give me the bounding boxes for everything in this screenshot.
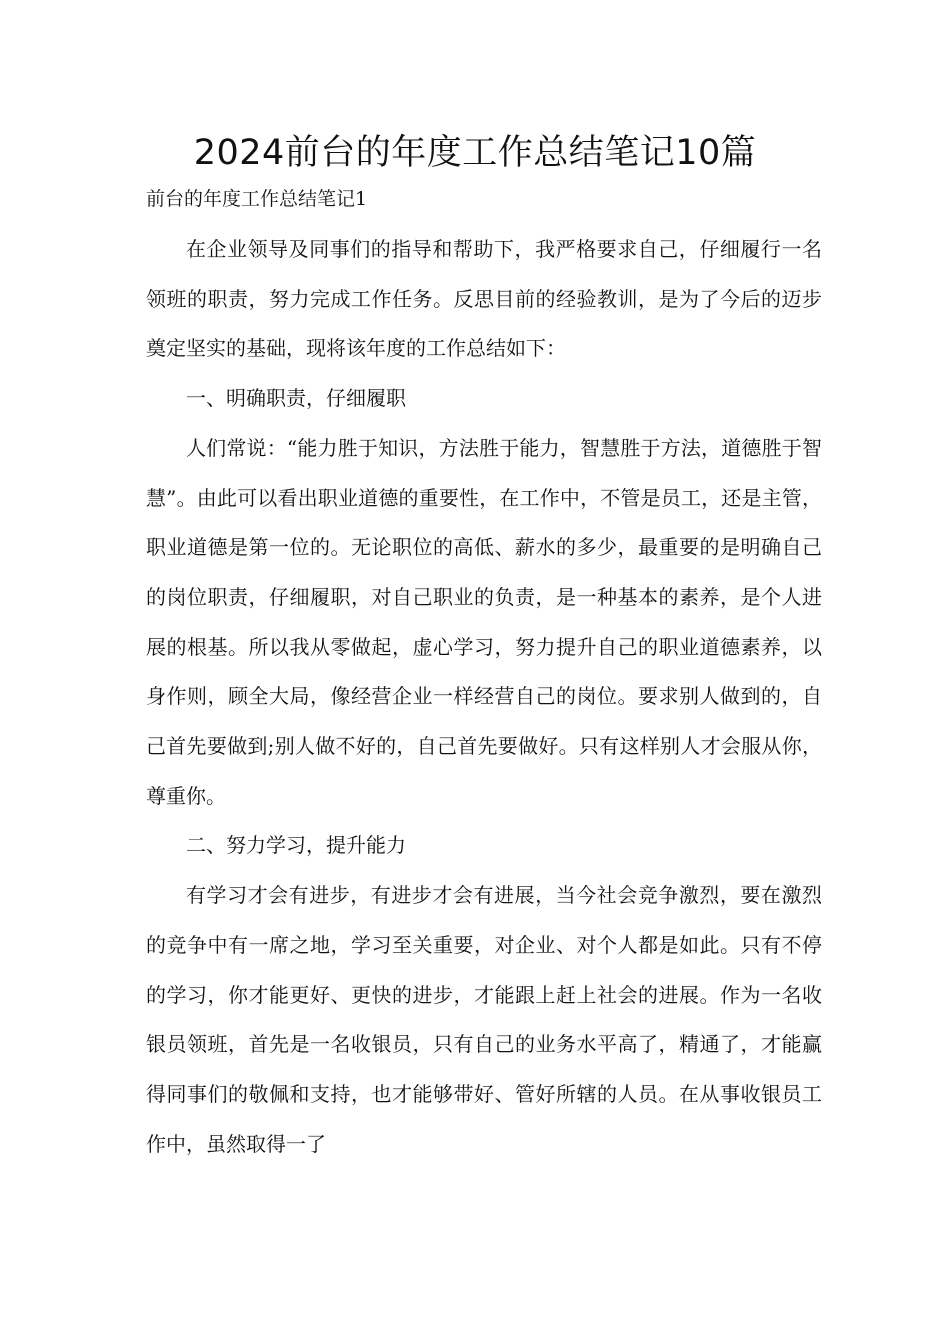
section-heading-2: 二、努力学习，提升能力 <box>186 833 406 858</box>
document-body <box>146 225 822 1169</box>
paragraph-intro: 在企业领导及同事们的指导和帮助下，我严格要求自己，仔细履行一名领班的职责，努力完成工作任务。反思目前的经验教训，是为了今后的迈步奠定坚实的基础，现将该年度的工作总结如下： <box>146 237 822 361</box>
document-title: 2024前台的年度工作总结笔记10篇 <box>193 133 757 173</box>
paragraph-section-1: 人们常说：“能力胜于知识，方法胜于能力，智慧胜于方法，道德胜于智慧”。由此可以看出职业道德的重要性，在工作中，不管是员工，还是主管，职业道德是第一位的。无论职位的高低、薪水的多少，最重要的是明确自己的岗位职责，仔细履职，对自己职业的负责，是一种基本的素养，是个人进展的根基。所以我从零做起，虚心学习，努力提升自己的职业道德素养，以身作则，顾全大局，像经营企业一样经营自己的岗位。要求别人做到的，自己首先要做到;别人做不好的，自己首先要做好。只有这样别人才会服从你，尊重你。 <box>146 435 822 808</box>
section-heading-1: 一、明确职责，仔细履职 <box>186 386 406 411</box>
document-subtitle: 前台的年度工作总结笔记1 <box>146 188 368 210</box>
paragraph-section-2: 有学习才会有进步，有进步才会有进展，当今社会竞争激烈，要在激烈的竞争中有一席之地，学习至关重要，对企业、对个人都是如此。只有不停的学习，你才能更好、更快的进步，才能跟上赶上社会的进展。作为一名收银员领班，首先是一名收银员，只有自己的业务水平高了，精通了，才能赢得同事们的敬佩和支持，也才能够带好、管好所辖的人员。在从事收银员工作中，虽然取得一了 <box>146 883 822 1156</box>
